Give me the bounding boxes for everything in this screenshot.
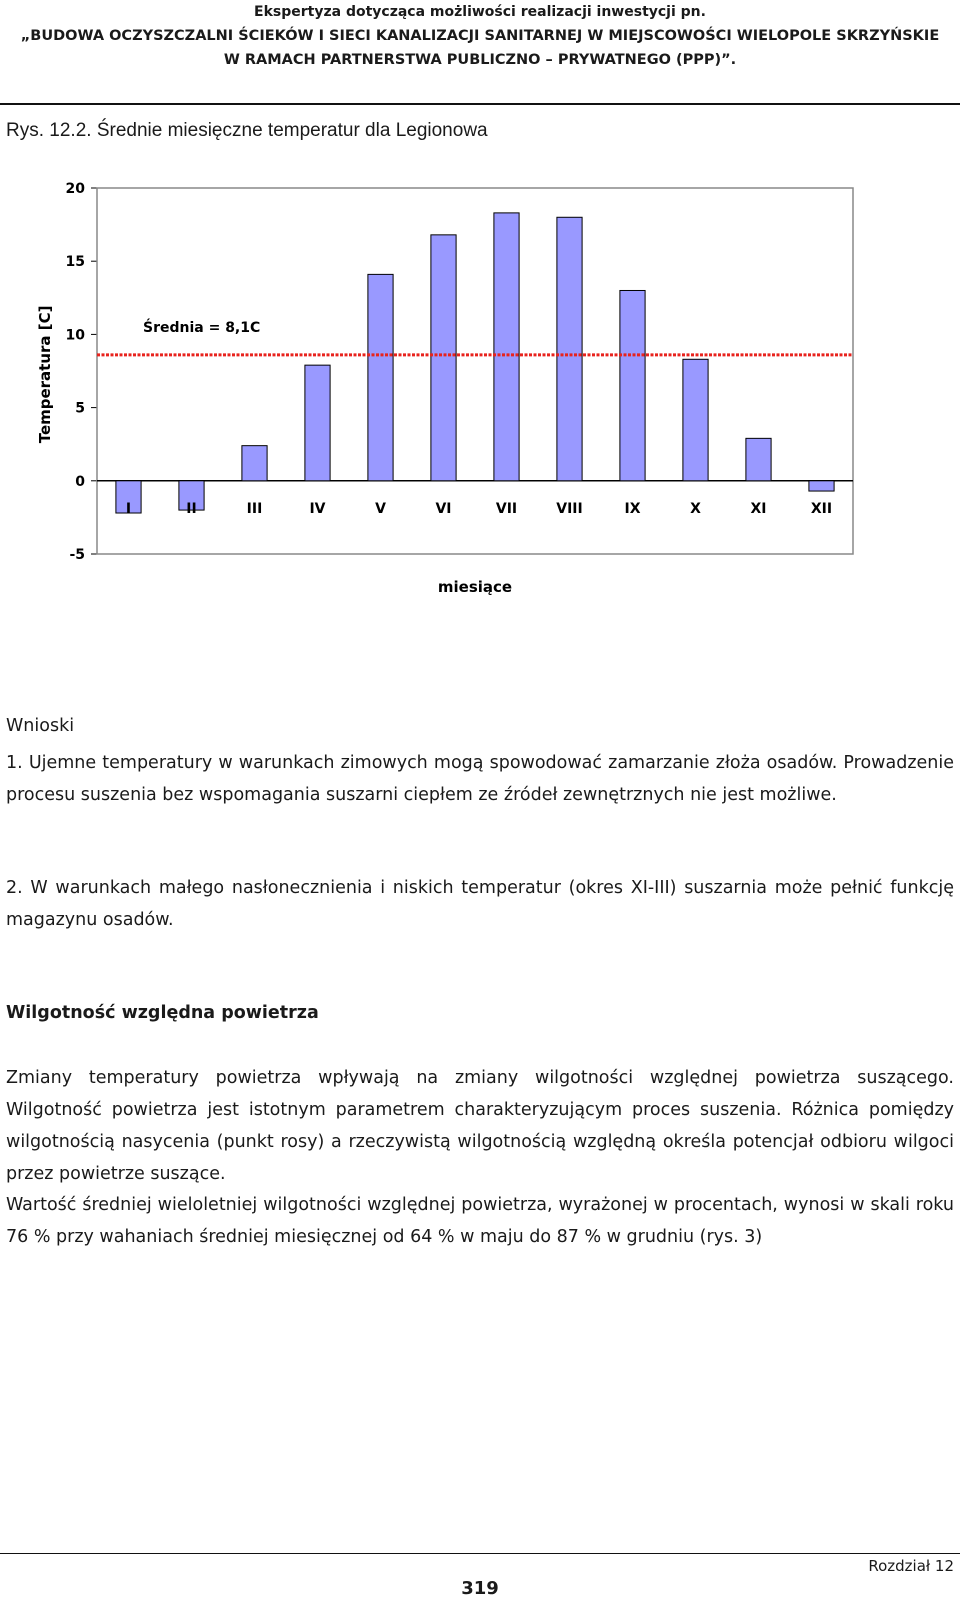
bar-XI — [746, 438, 771, 480]
x-tick-label: IX — [624, 500, 641, 517]
wilgotnosc-paragraph-2: Wartość średniej wieloletniej wilgotności względnej powietrza, wyrażonej w procentach, wynosi w skali roku 76 % przy wahaniach średniej miesięcznej od 64 % w maju do 87 % w grudniu (rys. 3) — [6, 1195, 954, 1247]
temperature-bar-chart — [0, 170, 940, 610]
x-tick-label: XII — [810, 500, 833, 517]
figure-caption — [6, 120, 488, 142]
plot-area — [97, 188, 853, 554]
x-tick-label: VII — [495, 500, 518, 517]
wilgotnosc-paragraph-1: Zmiany temperatury powietrza wpływają na zmiany wilgotności względnej powietrza suszącego. Wilgotność powietrza jest istotnym parametrem charakteryzującym proces suszenia. Różnica pomiędzy wilgotnością nasycenia (punkt rosy) a rzeczywistą wilgotnością względną określa potencjał odbioru wilgoci przez powietrze suszące. — [6, 1068, 954, 1184]
x-tick-label: X — [690, 500, 701, 517]
header-line-3: W RAMACH PARTNERSTWA PUBLICZNO – PRYWATNEGO (PPP)”. — [223, 52, 737, 68]
x-tick-label: II — [186, 500, 197, 517]
bar-X — [683, 359, 708, 481]
bar-III — [242, 446, 267, 481]
bar-VI — [431, 235, 456, 481]
x-tick-label: VIII — [556, 500, 583, 517]
y-tick-label: 15 — [65, 254, 85, 271]
bar-IX — [620, 290, 645, 480]
x-tick-label: XI — [750, 500, 767, 517]
header-rule — [0, 103, 960, 105]
y-tick-label: -5 — [69, 547, 85, 563]
wnioski-point-2: 2. W warunkach małego nasłonecznienia i niskich temperatur (okres XI-III) suszarnia może pełnić funkcję magazynu osadów. — [6, 878, 954, 930]
x-tick-label: VI — [435, 500, 452, 517]
y-axis — [66, 181, 97, 563]
bar-IV — [305, 365, 330, 481]
footer-rule — [0, 1553, 960, 1554]
wilgotnosc-heading: Wilgotność względna powietrza — [6, 1003, 319, 1023]
page-number: 319 — [461, 1578, 499, 1599]
wnioski-heading: Wnioski — [6, 716, 75, 736]
bar-V — [368, 274, 393, 480]
x-tick-label: V — [375, 500, 386, 517]
bar-VIII — [557, 217, 582, 481]
x-tick-label: I — [125, 500, 132, 517]
header-line-2: „BUDOWA OCZYSZCZALNI ŚCIEKÓW I SIECI KANALIZACJI SANITARNEJ W MIEJSCOWOŚCI WIELOPOLE SKRZYŃSKIE — [20, 28, 940, 44]
y-tick-label: 20 — [65, 181, 85, 197]
y-tick-label: 10 — [65, 327, 85, 344]
bars — [116, 213, 834, 513]
bar-XII — [809, 481, 834, 491]
x-tick-label: IV — [309, 500, 326, 517]
y-tick-label: 0 — [75, 473, 85, 490]
bar-VII — [494, 213, 519, 481]
document-header — [0, 0, 960, 72]
x-axis-title: miesiące — [437, 578, 513, 596]
wnioski-point-1: 1. Ujemne temperatury w warunkach zimowych mogą spowodować zamarzanie złoża osadów. Prowadzenie procesu suszenia bez wspomagania suszarni ciepłem ze źródeł zewnętrznych nie jest możliwe. — [6, 753, 954, 805]
y-axis-title: Temperatura [C] — [36, 305, 54, 444]
figure-caption-text: Średnie miesięczne temperatur dla Legionowa — [91, 120, 488, 141]
y-tick-label: 5 — [75, 400, 85, 417]
chapter-label: Rozdział 12 — [868, 1557, 954, 1575]
x-tick-label: III — [246, 500, 263, 517]
x-axis-tick-labels — [126, 501, 832, 517]
mean-line-label: Średnia = 8,1C — [143, 319, 261, 336]
header-line-1: Ekspertyza dotycząca możliwości realizacji inwestycji pn. — [254, 4, 706, 20]
figure-label: Rys. 12.2. — [6, 120, 92, 141]
